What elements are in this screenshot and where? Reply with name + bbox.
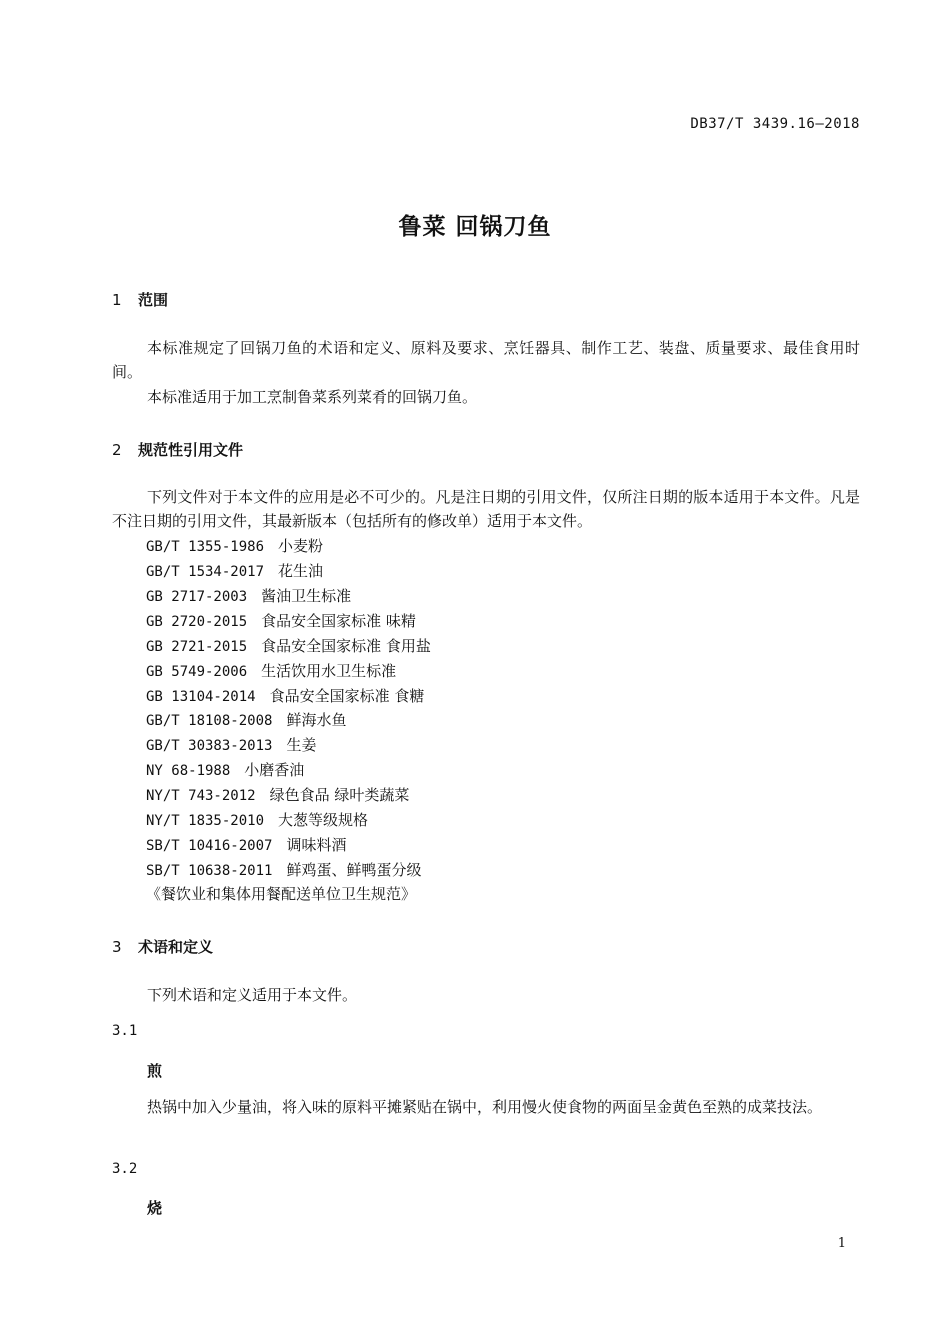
reference-code: GB 2717-2003 [146,589,248,605]
section-3-title: 术语和定义 [138,938,214,956]
reference-name: 食品安全国家标准 食糖 [269,687,425,705]
reference-code: GB/T 30383-2013 [146,738,273,754]
reference-item [146,559,323,584]
reference-item [146,708,346,733]
reference-code: SB/T 10416-2007 [146,838,273,854]
clause-3-2-term: 烧 [147,1199,163,1217]
reference-code: GB 13104-2014 [146,689,256,705]
reference-item [146,758,304,783]
section-3-number: 3 [112,938,122,956]
section-2-title: 规范性引用文件 [138,441,244,459]
reference-code: GB 5749-2006 [146,664,248,680]
reference-code: GB/T 1534-2017 [146,564,265,580]
reference-item [146,833,346,858]
clause-3-1-term: 煎 [147,1062,163,1080]
reference-item [146,808,368,833]
section-2-number: 2 [112,441,122,459]
reference-name: 鲜鸡蛋、鲜鸭蛋分级 [286,861,422,879]
reference-name: 生姜 [286,736,317,754]
clause-3-2-number: 3.2 [112,1161,138,1177]
section-3-heading [112,936,213,957]
reference-code: GB 2721-2015 [146,639,248,655]
section-2-intro: 下列文件对于本文件的应用是必不可少的。凡是注日期的引用文件，仅所注日期的版本适用于本文件。凡是不注日期的引用文件，其最新版本（包括所有的修改单）适用于本文件。 [112,488,860,530]
section-2-heading [112,439,243,460]
reference-code: NY/T 1835-2010 [146,813,265,829]
section-1-title: 范围 [138,291,169,309]
reference-item [146,783,409,808]
reference-item [146,609,416,634]
reference-item [146,534,323,559]
reference-name: 食品安全国家标准 味精 [261,612,416,630]
reference-name: 生活饮用水卫生标准 [261,662,397,680]
reference-code: GB/T 18108-2008 [146,713,273,729]
reference-code: GB/T 1355-1986 [146,539,265,555]
reference-item [146,733,316,758]
reference-name: 绿色食品 绿叶类蔬菜 [269,786,410,804]
reference-name: 小磨香油 [244,761,305,779]
reference-item [146,634,431,659]
section-1-heading [112,289,168,310]
section-1-paragraph-1: 本标准规定了回锅刀鱼的术语和定义、原料及要求、烹饪器具、制作工艺、装盘、质量要求、最佳食用时间。 [112,339,860,381]
document-code: DB37/T 3439.16—2018 [690,116,860,132]
reference-name: 鲜海水鱼 [286,711,347,729]
reference-item [146,684,424,709]
clause-3-1-definition: 热锅中加入少量油，将入味的原料平摊紧贴在锅中，利用慢火使食物的两面呈金黄色至熟的成菜技法。 [147,1098,823,1116]
reference-name: 调味料酒 [286,836,347,854]
reference-code: NY 68-1988 [146,763,231,779]
reference-name: 食品安全国家标准 食用盐 [261,637,431,655]
reference-name: 酱油卫生标准 [261,587,352,605]
reference-item [146,584,351,609]
section-1-paragraph-2: 本标准适用于加工烹制鲁菜系列菜肴的回锅刀鱼。 [147,388,478,406]
document-title: 鲁菜 回锅刀鱼 [398,214,552,240]
clause-3-1-number: 3.1 [112,1023,138,1039]
page-number: 1 [837,1236,846,1251]
section-3-intro: 下列术语和定义适用于本文件。 [147,986,358,1004]
reference-code: NY/T 743-2012 [146,788,256,804]
reference-name: 大葱等级规格 [278,811,369,829]
reference-code: GB 2720-2015 [146,614,248,630]
reference-code: SB/T 10638-2011 [146,863,273,879]
reference-item [146,858,421,883]
reference-name: 小麦粉 [278,537,324,555]
reference-item [146,659,396,684]
reference-name: 花生油 [278,562,324,580]
section-1-number: 1 [112,291,122,309]
reference-item-regulation: 《餐饮业和集体用餐配送单位卫生规范》 [146,885,417,903]
